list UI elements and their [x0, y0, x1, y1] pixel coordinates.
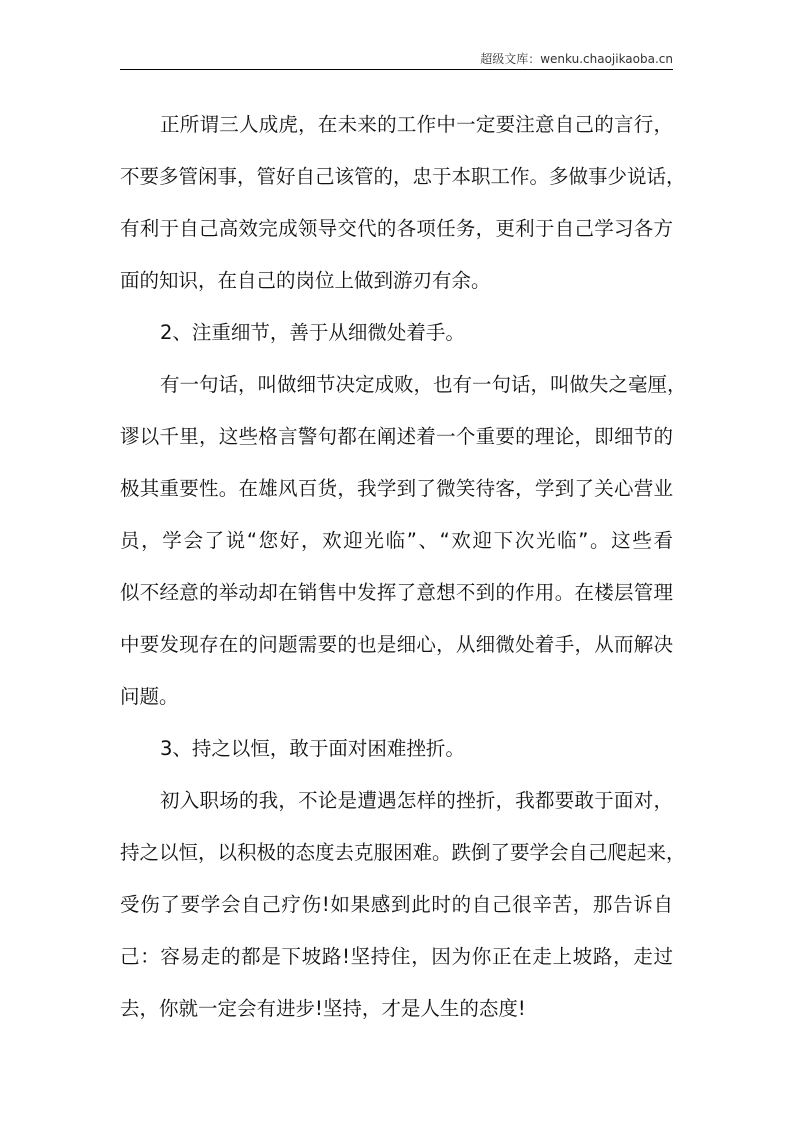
paragraph-line: 有利于自己高效完成领导交代的各项任务，更利于自己学习各方 — [120, 217, 673, 240]
paragraph-line: 不要多管闲事，管好自己该管的，忠于本职工作。多做事少说话， — [120, 165, 686, 188]
paragraph-line: 持之以恒，以积极的态度去克服困难。跌倒了要学会自己爬起来， — [120, 841, 686, 864]
paragraph-line: 中要发现存在的问题需要的也是细心，从细微处着手，从而解决 — [120, 633, 673, 656]
paragraph-line: 面的知识，在自己的岗位上做到游刃有余。 — [120, 269, 491, 292]
document-body — [120, 99, 687, 1035]
header-rule — [120, 69, 673, 70]
paragraph-line: 己：容易走的都是下坡路!坚持住，因为你正在走上坡路，走过 — [120, 945, 673, 968]
paragraph-line: 问题。 — [120, 685, 179, 708]
paragraph-line: 初入职场的我，不论是遭遇怎样的挫折，我都要敢于面对， — [160, 789, 673, 812]
paragraph-line: 员，学会了说“您好，欢迎光临”、“欢迎下次光临”。这些看 — [120, 529, 673, 552]
paragraph-line: 极其重要性。在雄风百货，我学到了微笑待客，学到了关心营业 — [120, 477, 673, 500]
paragraph-line: 去，你就一定会有进步!坚持，才是人生的态度! — [120, 997, 526, 1020]
paragraph-line: 2、注重细节，善于从细微处着手。 — [160, 321, 465, 344]
paragraph-line: 受伤了要学会自己疗伤!如果感到此时的自己很辛苦，那告诉自 — [120, 893, 673, 916]
paragraph-line: 3、持之以恒，敢于面对困难挫折。 — [160, 737, 465, 760]
page-header: 超级文库：wenku.chaojikaoba.cn — [480, 52, 673, 66]
paragraph-line: 正所谓三人成虎，在未来的工作中一定要注意自己的言行， — [160, 113, 673, 136]
paragraph-line: 有一句话，叫做细节决定成败，也有一句话，叫做失之毫厘， — [160, 373, 687, 396]
paragraph-line: 似不经意的举动却在销售中发挥了意想不到的作用。在楼层管理 — [120, 581, 673, 604]
paragraph-line: 谬以千里，这些格言警句都在阐述着一个重要的理论，即细节的 — [120, 425, 673, 448]
